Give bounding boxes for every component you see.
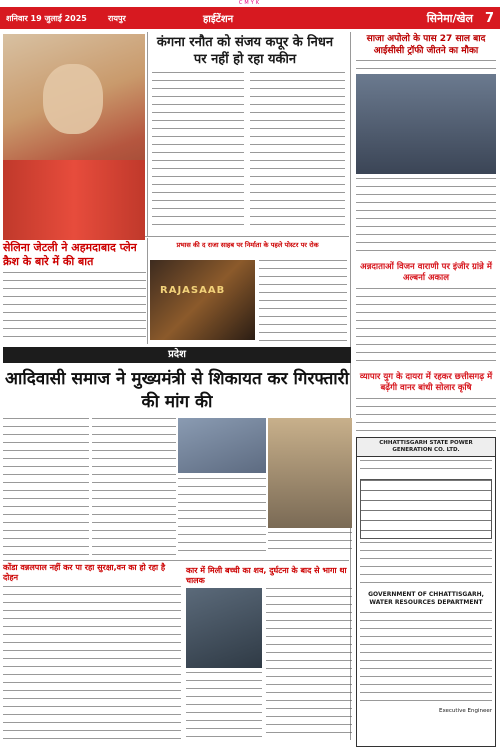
column-rule xyxy=(147,32,148,237)
car-accident-headline: कार में मिली बच्ची का शव, दुर्घटना के बाद से भागा था चालक xyxy=(186,566,347,585)
color-registration-strip: CMYK xyxy=(238,0,262,6)
issue-date: शनिवार 19 जुलाई 2025 xyxy=(6,13,87,23)
cricket-body-text xyxy=(356,60,496,72)
adivasi-body-col3 xyxy=(178,478,266,556)
cricket-photo xyxy=(356,74,496,174)
third-headline: व्यापार युग के दायरा में रहकर छत्तीसगढ़ में बढ़ेंगी वानर बांधी सोलार कृषि xyxy=(359,372,493,393)
column-rule xyxy=(147,238,148,344)
adivasi-body-col4 xyxy=(268,532,352,556)
edition-city: रायपुर xyxy=(108,13,126,23)
tender-table xyxy=(360,479,492,539)
adivasi-body-col1 xyxy=(3,418,89,556)
tender-subtitle: GOVERNMENT OF CHHATTISGARH, WATER RESOURCES DEPARTMENT xyxy=(368,591,484,606)
tender-body xyxy=(360,612,492,702)
tender-title: CHHATTISGARH STATE POWER GENERATION CO. LTD. xyxy=(357,438,495,457)
tender-signature: Executive Engineer xyxy=(438,708,492,714)
page-footer xyxy=(0,744,500,753)
kangana-photo xyxy=(3,34,145,240)
forest-headline: कोंडा वन्नलपाल नहीं कर पा रहा सुरक्षा,वन का हो रहा है दोहन xyxy=(3,563,166,582)
second-headline: अन्नदाताओं विजन वाराणी पर इंजीर ग्रांन्ने में अल्बर्ना अकाल xyxy=(360,262,492,283)
car-body-text xyxy=(266,588,352,740)
section-title: हाईटेंशन xyxy=(203,14,234,25)
section-title-right: सिनेमा/खेल xyxy=(426,11,473,25)
tender-intro xyxy=(360,460,492,476)
kangana-body-text-2 xyxy=(250,72,345,232)
adivasi-photo xyxy=(178,418,266,473)
column-rule xyxy=(3,560,349,561)
photo-face-shape xyxy=(43,64,103,134)
photo-sari-shape xyxy=(3,160,145,240)
adivasi-body-col2 xyxy=(92,418,176,556)
forest-body-text xyxy=(3,586,181,740)
car-body-text-2 xyxy=(186,672,262,740)
kangana-headline: कंगना रनौत को संजय कपूर के निधन पर नहीं हो रहा यकीन xyxy=(156,35,334,67)
celina-headline: सेलिना जेटली ने अहमदाबाद प्लेन क्रैश के बारे में की बात xyxy=(3,241,137,268)
page-masthead xyxy=(0,7,500,29)
tender-notice xyxy=(356,437,496,747)
page-number: 7 xyxy=(484,10,494,26)
celina-body-text xyxy=(3,272,146,344)
poster-title: RAJASAAB xyxy=(160,285,226,296)
third-body-text xyxy=(356,398,496,434)
prabhas-headline: प्रभास की द राजा साहब पर निर्माता के पहले पोस्टर पर रोक xyxy=(176,241,319,249)
prabhas-body-text xyxy=(259,260,347,342)
tender-details xyxy=(360,542,492,586)
cricket-body-text-2 xyxy=(356,178,496,258)
section-band-pradesh: प्रदेश xyxy=(3,347,351,363)
minister-photo xyxy=(268,418,352,528)
kangana-body-text xyxy=(152,72,244,232)
adivasi-headline: आदिवासी समाज ने मुख्यमंत्री से शिकायत कर गिरफ्तारी की मांग की xyxy=(4,369,350,412)
accident-photo xyxy=(186,588,262,668)
rajasaab-poster xyxy=(150,260,255,340)
cricket-headline: साजा अपोलो के पास 27 साल बाद आईसीसी ट्रॉफी जीतने का मौका xyxy=(366,34,486,56)
second-body-text xyxy=(356,288,496,368)
